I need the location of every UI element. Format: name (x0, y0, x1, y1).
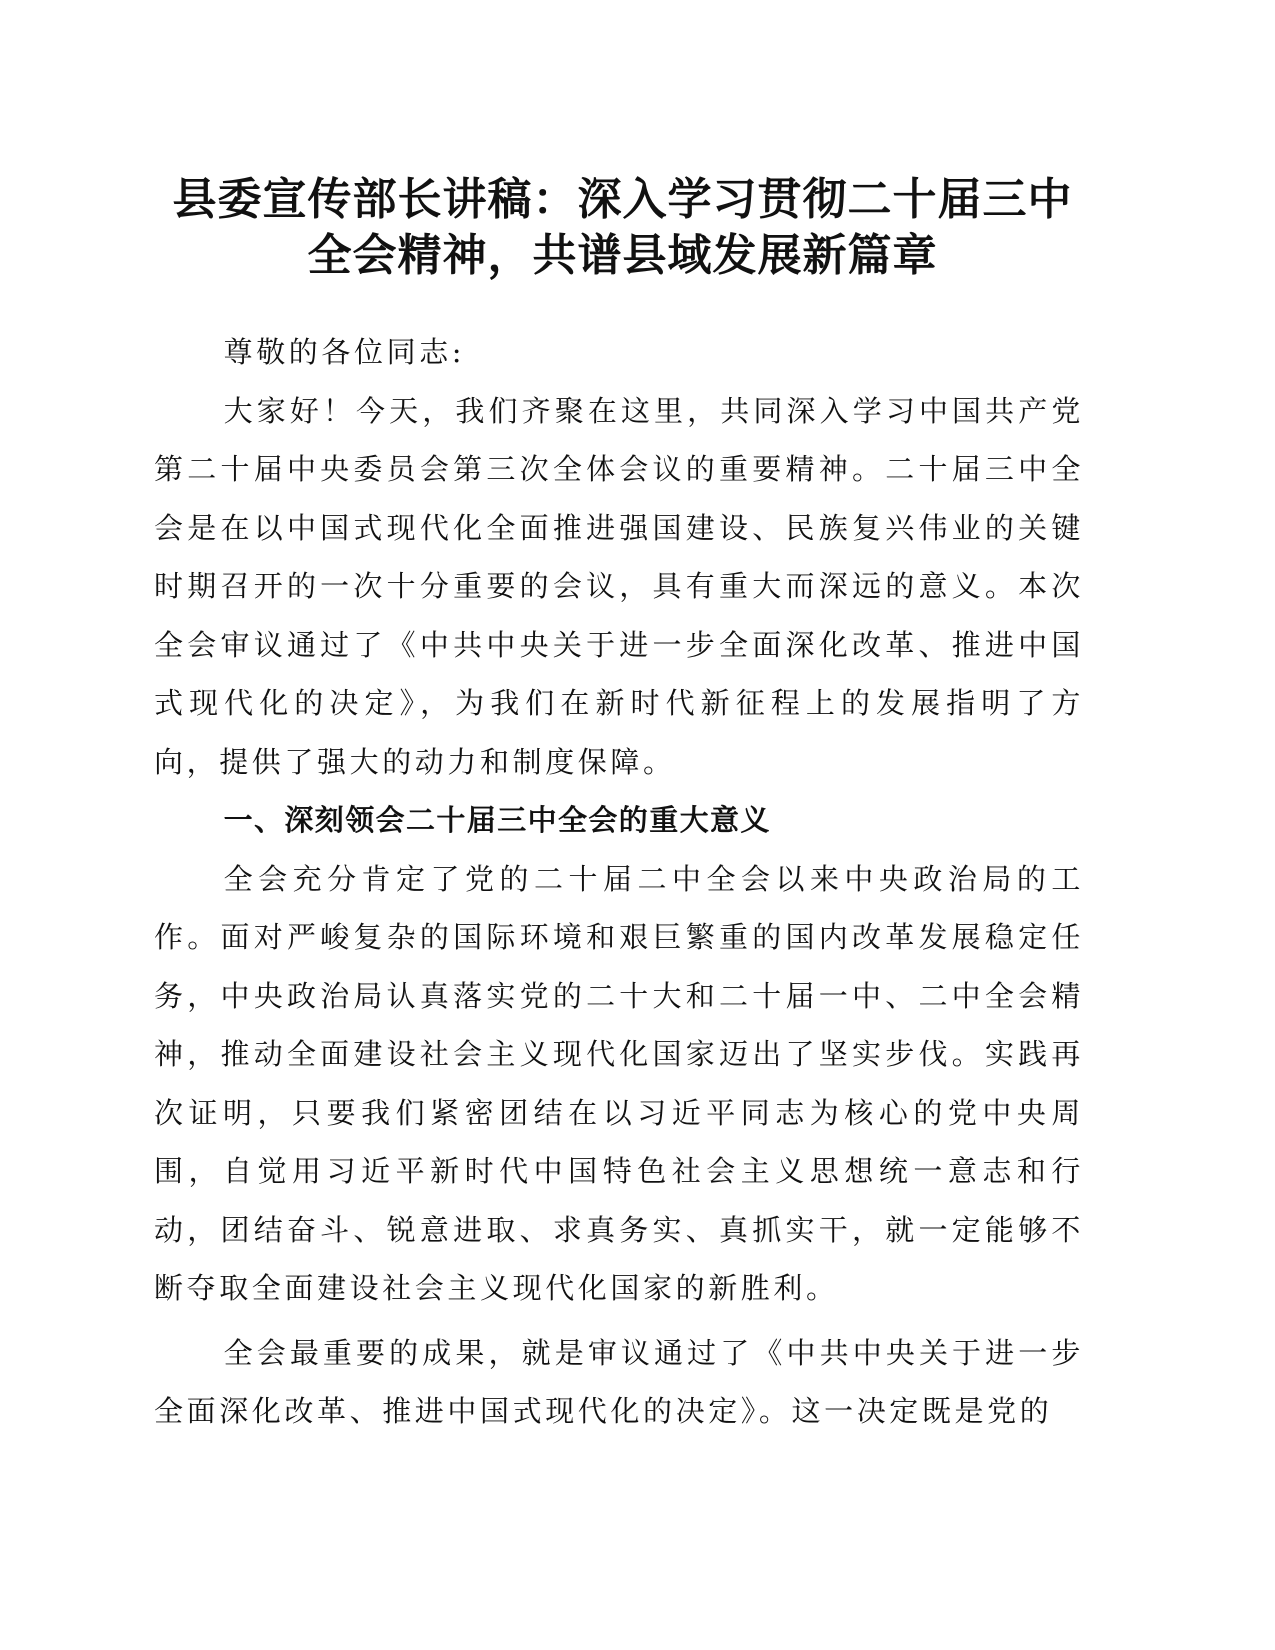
paragraph-section1-2: 全会最重要的成果，就是审议通过了《中共中央关于进一步全面深化改革、推进中国式现代化的决定》。这一决定既是党的 (154, 1335, 1084, 1428)
document-title-line-2: 全会精神，共谱县域发展新篇章 (307, 230, 938, 281)
paragraph-intro: 大家好！今天，我们齐聚在这里，共同深入学习中国共产党第二十届中央委员会第三次全体会议的重要精神。二十届三中全会是在以中国式现代化全面推进强国建设、民族复兴伟业的关键时期召开的一次十分重要的会议，具有重大而深远的意义。本次全会审议通过了《中共中央关于进一步全面深化改革、推进中国式现代化的决定》，为我们在新时代新征程上的发展指明了方向，提供了强大的动力和制度保障。 (154, 393, 1084, 779)
document-body (154, 323, 1084, 1441)
salutation: 尊敬的各位同志: (223, 335, 466, 369)
document-title-line-1: 县委宣传部长讲稿：深入学习贯彻二十届三中 (172, 174, 1073, 225)
section-heading-1: 一、深刻领会二十届三中全会的重大意义 (223, 803, 771, 837)
paragraph-section1-1: 全会充分肯定了党的二十届二中全会以来中央政治局的工作。面对严峻复杂的国际环境和艰巨繁重的国内改革发展稳定任务，中央政治局认真落实党的二十大和二十届一中、二中全会精神，推动全面建设社会主义现代化国家迈出了坚实步伐。实践再次证明，只要我们紧密团结在以习近平同志为核心的党中央周围，自觉用习近平新时代中国特色社会主义思想统一意志和行动，团结奋斗、锐意进取、求真务实、真抓实干，就一定能够不断夺取全面建设社会主义现代化国家的新胜利。 (154, 861, 1084, 1305)
document-title (150, 172, 1095, 284)
